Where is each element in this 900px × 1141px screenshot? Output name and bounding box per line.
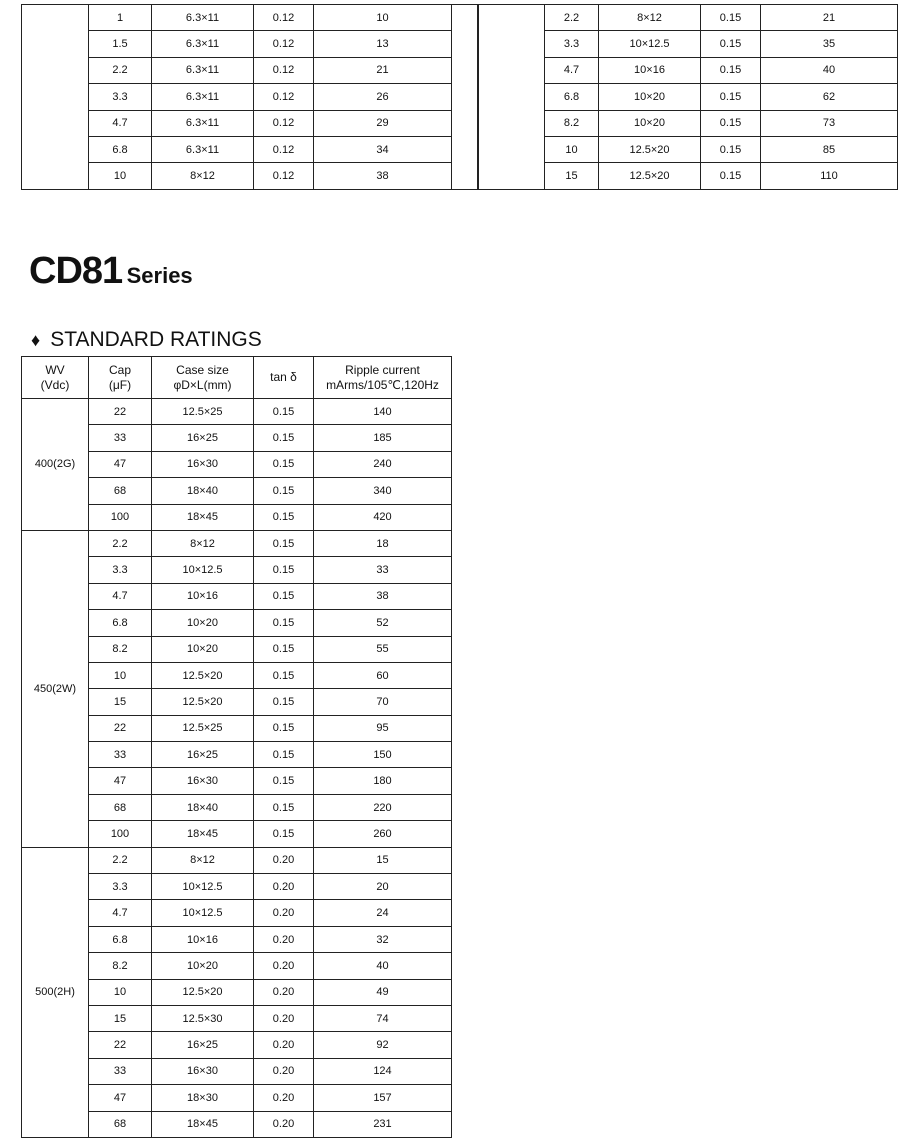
cap-cell: 6.8 <box>89 926 152 952</box>
cap-cell: 4.7 <box>545 57 599 83</box>
section-heading <box>31 328 262 352</box>
case-size-cell: 12.5×20 <box>152 689 254 715</box>
ripple-current-cell: 220 <box>314 794 452 820</box>
ripple-current-cell: 420 <box>314 504 452 530</box>
header-ripple-line2: mArms/105℃,120Hz <box>326 377 439 392</box>
cap-cell: 68 <box>89 1111 152 1137</box>
header-cap-line2: (μF) <box>108 377 132 392</box>
cap-cell: 2.2 <box>89 57 152 83</box>
section-title: STANDARD RATINGS <box>50 328 262 351</box>
tan-delta-cell: 0.15 <box>701 136 761 162</box>
ripple-current-cell: 33 <box>314 557 452 583</box>
case-size-cell: 18×45 <box>152 1111 254 1137</box>
case-size-cell: 10×12.5 <box>152 874 254 900</box>
case-size-cell: 10×20 <box>152 953 254 979</box>
header-case-size <box>152 357 254 399</box>
cap-cell: 10 <box>89 163 152 189</box>
case-size-cell: 8×12 <box>599 5 701 31</box>
series-suffix: Series <box>126 263 193 288</box>
case-size-cell: 8×12 <box>152 847 254 873</box>
tan-delta-cell: 0.12 <box>254 5 314 31</box>
case-size-cell: 12.5×20 <box>599 163 701 189</box>
ripple-current-cell: 49 <box>314 979 452 1005</box>
case-size-cell: 8×12 <box>152 163 254 189</box>
tan-delta-cell: 0.15 <box>254 478 314 504</box>
cap-cell: 22 <box>89 399 152 425</box>
header-wv-line2: (Vdc) <box>40 377 70 392</box>
table-row <box>22 530 452 556</box>
ripple-current-cell: 38 <box>314 583 452 609</box>
tan-delta-cell: 0.20 <box>254 979 314 1005</box>
header-ripple-line1: Ripple current <box>345 362 420 377</box>
ripple-current-cell: 140 <box>314 399 452 425</box>
case-size-cell: 10×12.5 <box>152 557 254 583</box>
case-size-cell: 16×30 <box>152 451 254 477</box>
case-size-cell: 16×25 <box>152 742 254 768</box>
case-size-cell: 12.5×25 <box>152 399 254 425</box>
ripple-current-cell: 24 <box>314 900 452 926</box>
ripple-current-cell: 92 <box>314 1032 452 1058</box>
tan-delta-cell: 0.12 <box>254 110 314 136</box>
case-size-cell: 16×25 <box>152 1032 254 1058</box>
cap-cell: 15 <box>545 163 599 189</box>
ripple-current-cell: 180 <box>314 768 452 794</box>
tan-delta-cell: 0.12 <box>254 84 314 110</box>
ripple-current-cell: 231 <box>314 1111 452 1137</box>
cap-cell: 68 <box>89 478 152 504</box>
tan-delta-cell: 0.15 <box>254 636 314 662</box>
cap-cell: 1.5 <box>89 31 152 57</box>
tan-delta-cell: 0.15 <box>701 110 761 136</box>
case-size-cell: 10×20 <box>152 636 254 662</box>
cap-cell: 47 <box>89 768 152 794</box>
cap-cell: 33 <box>89 1058 152 1084</box>
tan-delta-cell: 0.20 <box>254 1058 314 1084</box>
tan-delta-cell: 0.20 <box>254 1111 314 1137</box>
ripple-current-cell: 35 <box>761 31 898 57</box>
ripple-current-cell: 55 <box>314 636 452 662</box>
ripple-current-cell: 10 <box>314 5 452 31</box>
tan-delta-cell: 0.15 <box>701 84 761 110</box>
tan-delta-cell: 0.15 <box>254 794 314 820</box>
ripple-current-cell: 38 <box>314 163 452 189</box>
tan-delta-cell: 0.15 <box>254 662 314 688</box>
case-size-cell: 16×30 <box>152 768 254 794</box>
table-header-row <box>22 357 452 399</box>
ripple-current-cell: 150 <box>314 742 452 768</box>
case-size-cell: 10×20 <box>152 610 254 636</box>
cap-cell: 8.2 <box>545 110 599 136</box>
top-right-ratings-table <box>478 4 898 190</box>
case-size-cell: 10×16 <box>152 583 254 609</box>
case-size-cell: 12.5×20 <box>599 136 701 162</box>
tan-delta-cell: 0.20 <box>254 1085 314 1111</box>
ripple-current-cell: 185 <box>314 425 452 451</box>
table-row <box>22 847 452 873</box>
spacer-cell <box>452 5 478 190</box>
cap-cell: 8.2 <box>89 636 152 662</box>
ripple-current-cell: 124 <box>314 1058 452 1084</box>
wv-cell <box>479 5 545 190</box>
top-spacer-table <box>451 4 478 190</box>
case-size-cell: 18×45 <box>152 821 254 847</box>
ripple-current-cell: 40 <box>314 953 452 979</box>
case-size-cell: 18×40 <box>152 478 254 504</box>
ripple-current-cell: 26 <box>314 84 452 110</box>
wv-cell <box>22 5 89 190</box>
tan-delta-cell: 0.20 <box>254 1032 314 1058</box>
tan-delta-cell: 0.15 <box>701 5 761 31</box>
tan-delta-cell: 0.15 <box>701 31 761 57</box>
tan-delta-cell: 0.15 <box>254 689 314 715</box>
ripple-current-cell: 32 <box>314 926 452 952</box>
case-size-cell: 16×25 <box>152 425 254 451</box>
cap-cell: 10 <box>89 979 152 1005</box>
case-size-cell: 6.3×11 <box>152 110 254 136</box>
tan-delta-cell: 0.15 <box>254 742 314 768</box>
top-left-ratings-table <box>21 4 452 190</box>
cap-cell: 1 <box>89 5 152 31</box>
cap-cell: 47 <box>89 1085 152 1111</box>
cap-cell: 6.8 <box>89 610 152 636</box>
case-size-cell: 18×30 <box>152 1085 254 1111</box>
ripple-current-cell: 340 <box>314 478 452 504</box>
cap-cell: 2.2 <box>545 5 599 31</box>
diamond-icon: ♦ <box>31 330 41 350</box>
tan-delta-cell: 0.15 <box>254 425 314 451</box>
tan-delta-cell: 0.12 <box>254 57 314 83</box>
case-size-cell: 12.5×20 <box>152 662 254 688</box>
cap-cell: 2.2 <box>89 847 152 873</box>
cap-cell: 47 <box>89 451 152 477</box>
case-size-cell: 6.3×11 <box>152 84 254 110</box>
ripple-current-cell: 20 <box>314 874 452 900</box>
header-cap <box>89 357 152 399</box>
ripple-current-cell: 29 <box>314 110 452 136</box>
cap-cell: 3.3 <box>545 31 599 57</box>
ripple-current-cell: 15 <box>314 847 452 873</box>
case-size-cell: 8×12 <box>152 530 254 556</box>
case-size-cell: 10×20 <box>599 110 701 136</box>
wv-cell: 400(2G) <box>22 399 89 531</box>
tan-delta-cell: 0.15 <box>254 530 314 556</box>
cap-cell: 8.2 <box>89 953 152 979</box>
cap-cell: 6.8 <box>545 84 599 110</box>
tan-delta-cell: 0.20 <box>254 847 314 873</box>
series-title <box>29 250 193 293</box>
case-size-cell: 6.3×11 <box>152 136 254 162</box>
case-size-cell: 10×20 <box>599 84 701 110</box>
ripple-current-cell: 52 <box>314 610 452 636</box>
cap-cell: 2.2 <box>89 530 152 556</box>
ripple-current-cell: 240 <box>314 451 452 477</box>
tan-delta-cell: 0.12 <box>254 136 314 162</box>
ripple-current-cell: 73 <box>761 110 898 136</box>
ripple-current-cell: 85 <box>761 136 898 162</box>
cap-cell: 3.3 <box>89 84 152 110</box>
case-size-cell: 18×45 <box>152 504 254 530</box>
ripple-current-cell: 157 <box>314 1085 452 1111</box>
tan-delta-cell: 0.12 <box>254 163 314 189</box>
case-size-cell: 10×16 <box>599 57 701 83</box>
ripple-current-cell: 62 <box>761 84 898 110</box>
header-wv <box>22 357 89 399</box>
cap-cell: 6.8 <box>89 136 152 162</box>
case-size-cell: 6.3×11 <box>152 57 254 83</box>
tan-delta-cell: 0.15 <box>254 451 314 477</box>
tan-delta-cell: 0.15 <box>701 163 761 189</box>
header-case-line2: φD×L(mm) <box>173 377 232 392</box>
tan-delta-cell: 0.15 <box>254 610 314 636</box>
case-size-cell: 12.5×20 <box>152 979 254 1005</box>
case-size-cell: 12.5×25 <box>152 715 254 741</box>
cap-cell: 4.7 <box>89 900 152 926</box>
case-size-cell: 16×30 <box>152 1058 254 1084</box>
cap-cell: 100 <box>89 504 152 530</box>
tan-delta-cell: 0.20 <box>254 1005 314 1031</box>
cap-cell: 22 <box>89 1032 152 1058</box>
cap-cell: 10 <box>89 662 152 688</box>
ripple-current-cell: 74 <box>314 1005 452 1031</box>
tan-delta-cell: 0.20 <box>254 926 314 952</box>
ripple-current-cell: 110 <box>761 163 898 189</box>
cap-cell: 33 <box>89 425 152 451</box>
header-case-line1: Case size <box>176 362 229 377</box>
case-size-cell: 10×12.5 <box>599 31 701 57</box>
tan-delta-cell: 0.15 <box>254 399 314 425</box>
ripple-current-cell: 21 <box>761 5 898 31</box>
case-size-cell: 10×16 <box>152 926 254 952</box>
case-size-cell: 12.5×30 <box>152 1005 254 1031</box>
ripple-current-cell: 40 <box>761 57 898 83</box>
cap-cell: 3.3 <box>89 557 152 583</box>
header-cap-line1: Cap <box>108 362 131 377</box>
case-size-cell: 6.3×11 <box>152 5 254 31</box>
header-tan-line: tan δ <box>270 370 297 384</box>
header-ripple-current <box>314 357 452 399</box>
header-wv-line1: WV <box>45 362 65 377</box>
ripple-current-cell: 21 <box>314 57 452 83</box>
tan-delta-cell: 0.15 <box>254 715 314 741</box>
cap-cell: 3.3 <box>89 874 152 900</box>
tan-delta-cell: 0.15 <box>254 768 314 794</box>
cap-cell: 33 <box>89 742 152 768</box>
tan-delta-cell: 0.20 <box>254 900 314 926</box>
table-row <box>479 5 898 31</box>
case-size-cell: 18×40 <box>152 794 254 820</box>
ripple-current-cell: 18 <box>314 530 452 556</box>
tan-delta-cell: 0.20 <box>254 874 314 900</box>
cap-cell: 100 <box>89 821 152 847</box>
table-row <box>22 399 452 425</box>
ripple-current-cell: 34 <box>314 136 452 162</box>
ripple-current-cell: 260 <box>314 821 452 847</box>
ripple-current-cell: 70 <box>314 689 452 715</box>
tan-delta-cell: 0.15 <box>254 557 314 583</box>
tan-delta-cell: 0.12 <box>254 31 314 57</box>
cap-cell: 22 <box>89 715 152 741</box>
cap-cell: 4.7 <box>89 583 152 609</box>
ripple-current-cell: 95 <box>314 715 452 741</box>
tan-delta-cell: 0.15 <box>701 57 761 83</box>
cap-cell: 15 <box>89 1005 152 1031</box>
case-size-cell: 10×12.5 <box>152 900 254 926</box>
ripple-current-cell: 13 <box>314 31 452 57</box>
ripple-current-cell: 60 <box>314 662 452 688</box>
cap-cell: 15 <box>89 689 152 715</box>
header-tan-delta <box>254 357 314 399</box>
wv-cell: 450(2W) <box>22 530 89 847</box>
tan-delta-cell: 0.15 <box>254 583 314 609</box>
wv-cell: 500(2H) <box>22 847 89 1137</box>
cap-cell: 68 <box>89 794 152 820</box>
table-row <box>22 5 452 31</box>
cap-cell: 10 <box>545 136 599 162</box>
tan-delta-cell: 0.15 <box>254 504 314 530</box>
cap-cell: 4.7 <box>89 110 152 136</box>
tan-delta-cell: 0.20 <box>254 953 314 979</box>
tan-delta-cell: 0.15 <box>254 821 314 847</box>
case-size-cell: 6.3×11 <box>152 31 254 57</box>
standard-ratings-table <box>21 356 452 1138</box>
series-name: CD81 <box>29 250 123 292</box>
